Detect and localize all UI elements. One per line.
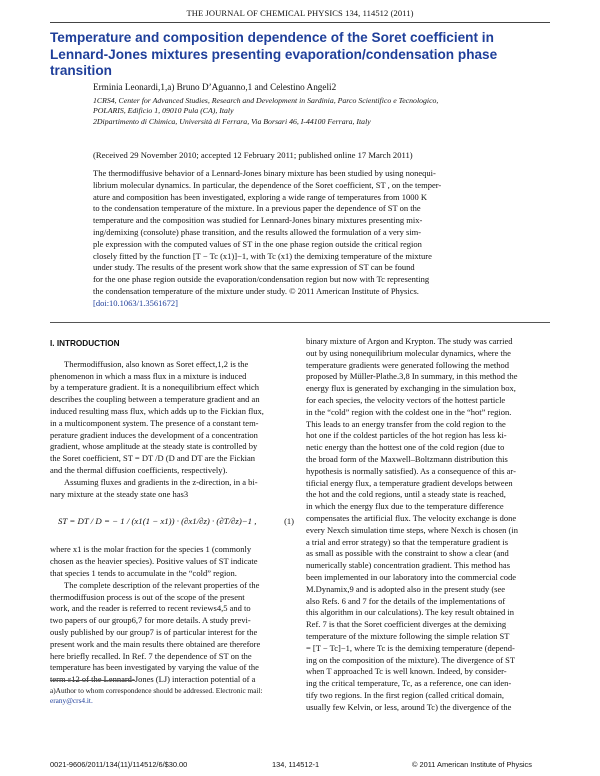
abstract-line: for the one phase region outside the evaporation/condensation region but now with Tc representing (93, 274, 430, 285)
body-line: for each species, the velocity vectors of the hottest particle (306, 394, 506, 405)
body-line: that species 1 tends to accumulate in the “cold” region. (50, 567, 237, 578)
affiliation-1-cont: POLARIS, Edificio 1, 09010 Pula (CA), Italy (93, 106, 234, 115)
body-line: two papers of our group6,7 for more details. A study previ- (50, 615, 251, 626)
article-title (50, 30, 550, 80)
received-dates: (Received 29 November 2010; accepted 12 February 2011; published online 17 March 2011) (93, 150, 413, 160)
author-list: Erminia Leonardi,1,a) Bruno D’Aguanno,1 and Celestino Angeli2 (93, 82, 337, 92)
abstract-line: closely fitted by the function [T − Tc (x1)]−1, with Tc (x1) the demixing temperature of the mixture (93, 250, 432, 261)
footnote-rule (50, 680, 135, 681)
body-line: by a temperature gradient. It is a nonequilibrium effect which (50, 382, 259, 393)
body-line: nary mixture at the steady state one has3 (50, 488, 189, 499)
body-line: temperature of the mixture following the simple relation ST (306, 630, 510, 641)
abstract-line: ature and composition has been investigated, exploring a wide range of temperatures from 1000 K (93, 191, 427, 202)
body-line: as small as possible with the constraint to show a clear (and (306, 548, 509, 559)
body-line: perature gradient induces the development of a concentration (50, 429, 258, 440)
footer-copyright: © 2011 American Institute of Physics (412, 760, 532, 769)
body-line: tify two regions. In the first region (called critical domain, (306, 689, 505, 700)
title-line: transition (50, 63, 112, 78)
abstract-line: librium molecular dynamics. In particular, the dependence of the Soret coefficient, ST , on the temper- (93, 179, 442, 190)
body-line: where x1 is the molar fraction for the species 1 (commonly (50, 544, 252, 555)
footnote (50, 686, 290, 706)
abstract-line: ing/demixing (consolute) phase transition, and the results allowed the formulation of a very sim- (93, 226, 422, 237)
affiliation-1: 1CRS4, Center for Advanced Studies, Research and Development in Sardinia, Parco Scientifico e Tecnologico, (93, 96, 439, 105)
footer-issn: 0021-9606/2011/134(11)/114512/6/$30.00 (50, 760, 188, 769)
body-line: every Nexch simulation time steps, where Nexch is chosen (in (306, 524, 518, 535)
body-line: proposed by Müller-Plathe.3,8 In summary, in this method the (306, 371, 518, 382)
body-line: term ε12 of the Lennard-Jones (LJ) interaction potential of a (50, 674, 256, 685)
body-line: work, and the reader is referred to recent reviews4,5 and to (50, 603, 251, 614)
abstract-line: The thermodiffusive behavior of a Lennard-Jones binary mixture has been studied by using nonequi- (93, 168, 436, 178)
body-line: gradient, whose amplitude at the steady state is controlled by (50, 441, 258, 452)
body-line: = [T − Tc]−1, where Tc is the demixing temperature (depend- (306, 642, 515, 653)
body-line: hot one if the coldest particles of the hot region has less ki- (306, 430, 507, 441)
body-line: in which the energy flux due to the temperature difference (306, 501, 504, 512)
body-line: temperature has been investigated by varying the value of the (50, 662, 259, 673)
footer-page-number: 134, 114512-1 (272, 760, 320, 769)
affiliation-2: 2Dipartimento di Chimica, Università di Ferrara, Via Borsari 46, I-44100 Ferrara, Italy (93, 117, 371, 126)
abstract-line: the condensation temperature of the mixture under study. © 2011 American Institute of Physics. (93, 285, 419, 296)
body-line: the Soret coefficient, ST = DT /D (D and DT are the Fickian (50, 453, 256, 464)
body-line: compensates the artificial flux. The velocity exchange is done (306, 512, 517, 523)
body-line: the broad form of the Maxwell–Boltzmann distribution this (306, 453, 508, 464)
body-line: also Refs. 6 and 7 for the details of the implementations of (306, 595, 506, 606)
body-line: induced resulting mass flux, which adds up to the Fickian flux, (50, 405, 264, 416)
body-line: present work and the main results there obtained are therefore (50, 638, 261, 649)
abstract-line: temperature and the composition was studied for Lennard-Jones binary mixtures presenting mix- (93, 215, 423, 226)
body-line: ing on the composition of the mixture). The divergence of ST (306, 654, 516, 665)
right-column (306, 336, 550, 714)
body-line: describes the coupling between a temperature gradient and an (50, 394, 260, 405)
abstract-line: to the condensation temperature of the mixture. In a previous paper the dependence of ST on the (93, 203, 421, 214)
footnote-line: a)Author to whom correspondence should be addressed. Electronic mail: (50, 686, 263, 695)
equation-number: (1) (284, 516, 294, 527)
body-line: temperature gradients were generated following the method (306, 359, 509, 370)
abstract (93, 168, 508, 310)
title-line: Temperature and composition dependence of the Soret coefficient in (50, 30, 494, 45)
body-line: this algorithm in our calculations). The key result obtained in (306, 607, 515, 618)
body-line: hypothesis is normally satisfied). As a consequence of this ar- (306, 465, 516, 476)
body-line: in a multicomponent system. The presence of a constant tem- (50, 417, 259, 428)
body-line: and the thermal diffusion coefficients, respectively). (50, 464, 228, 475)
body-line: Thermodiffusion, also known as Soret effect,1,2 is the (64, 358, 249, 369)
body-line: tificial energy flux, a temperature gradient develops between (306, 477, 513, 488)
abstract-line: ple expression with the computed values of ST in the one phase region outside the critical region (93, 238, 422, 249)
section-heading: I. INTRODUCTION (50, 339, 120, 348)
body-line: in the “cold” region with the coldest one in the “hot” region. (306, 406, 512, 417)
body-line: M.Dynamix,9 and is adopted also in the present study (see (306, 583, 506, 594)
body-line: ing the critical temperature, Tc, as a reference, one can iden- (306, 678, 512, 689)
left-column (50, 338, 294, 686)
body-line: been implemented in our laboratory into the commercial code (306, 571, 517, 582)
body-line: phenomenon in which a mass flux in a mixture is induced (50, 370, 247, 381)
body-line: netic energy than the hottest one of the cold region (due to (306, 442, 505, 453)
body-line: Ref. 7 is that the Soret coefficient diverges at the demixing (306, 619, 507, 630)
body-line: binary mixture of Argon and Krypton. The study was carried (306, 336, 513, 346)
body-line: chosen as the heavier species). Positive values of ST indicate (50, 556, 258, 567)
body-line: The complete description of the relevant properties of the (64, 579, 260, 590)
title-line: Lennard-Jones mixtures presenting evaporation/condensation phase (50, 46, 498, 62)
body-line: This leads to an energy transfer from the cold region to the (306, 418, 506, 429)
abstract-line: under study. The results of the present work show that the same expression of ST can be found (93, 262, 415, 273)
body-line: numerically stable) concentration gradient. This method has (306, 560, 511, 571)
body-line: energy flux is generated by exchanging in the simulation box, (306, 383, 516, 394)
author-email-link[interactable]: erany@crs4.it. (50, 696, 93, 705)
doi-link[interactable]: [doi:10.1063/1.3561672] (93, 297, 178, 308)
body-line: usually few Kelvin, or less, around Tc) the divergence of the (306, 701, 512, 712)
equation-body: ST = DT / D = − 1 / (x1(1 − x1)) · (∂x1/∂z) · (∂T/∂z)−1 , (58, 516, 257, 527)
body-line: ously published by our group7 is of particular interest for the (50, 626, 258, 637)
running-header: THE JOURNAL OF CHEMICAL PHYSICS 134, 114512 (2011) (186, 8, 414, 18)
section-divider (50, 322, 550, 323)
body-line: a trial and error strategy) so that the temperature gradient is (306, 536, 509, 547)
body-line: here briefly recalled. In Ref. 7 the dependence of ST on the (50, 650, 252, 661)
body-line: thermodiffusion process is out of the scope of the present (50, 591, 245, 602)
body-line: out by using nonequilibrium molecular dynamics, where the (306, 347, 511, 358)
body-line: when T approached Tc is well known. Indeed, by consider- (306, 666, 507, 677)
body-line: the hot and the cold regions, until a steady state is reached, (306, 489, 506, 500)
equation-1 (50, 506, 294, 540)
body-line: Assuming fluxes and gradients in the z-direction, in a bi- (64, 476, 258, 487)
header-rule (50, 22, 550, 23)
